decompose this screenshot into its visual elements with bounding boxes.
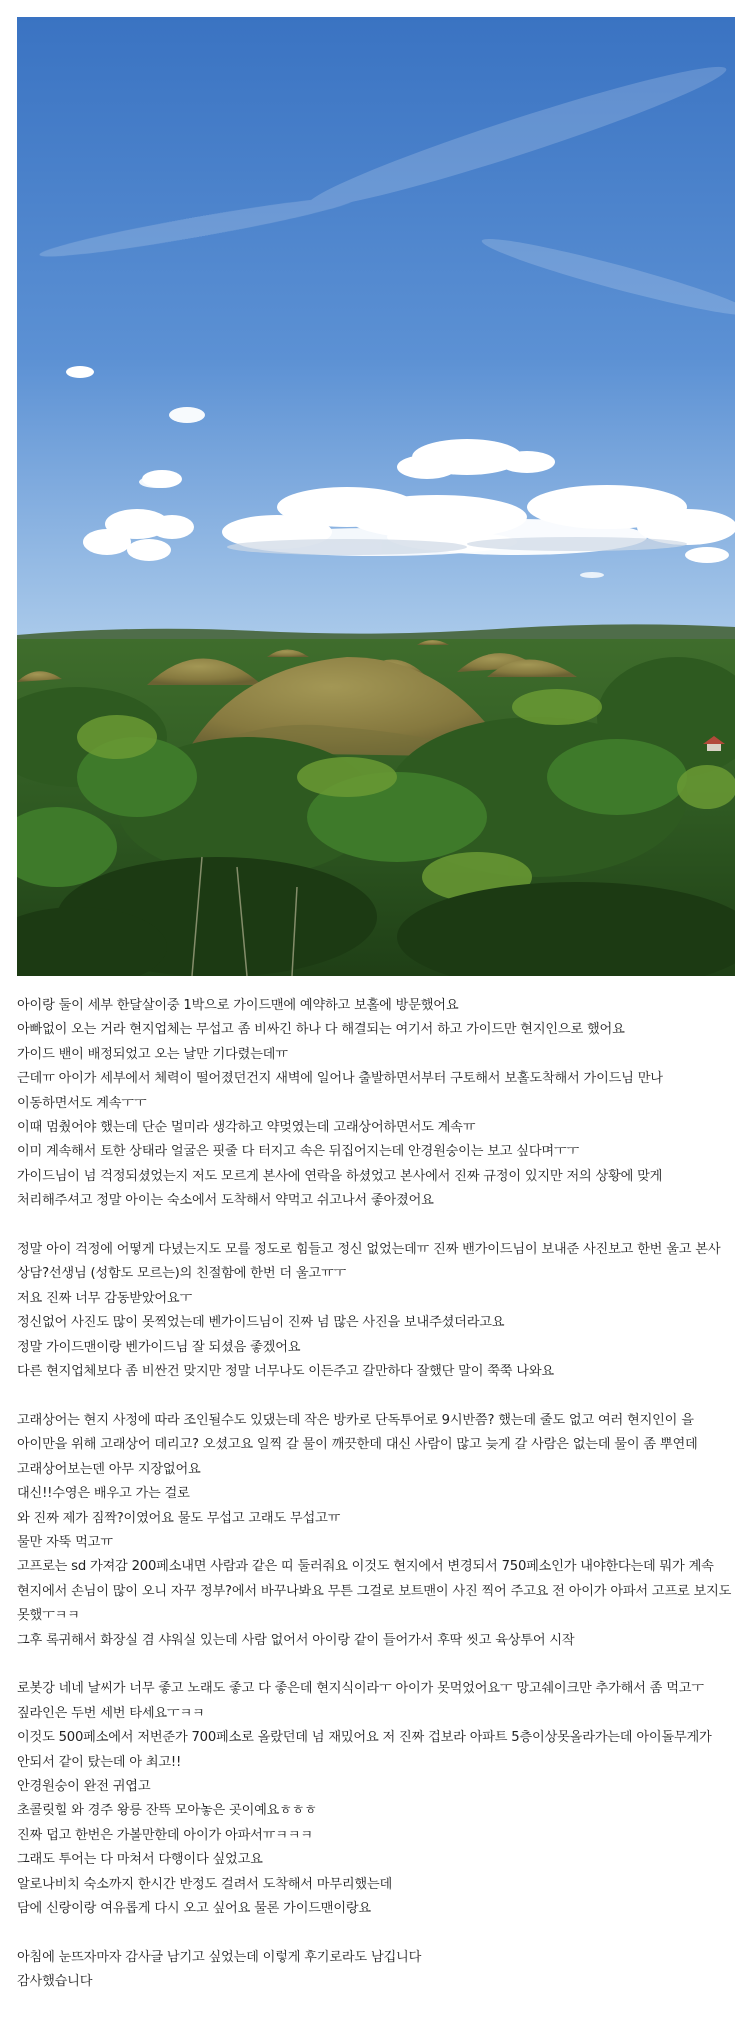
text-line: 알로나비치 숙소까지 한시간 반정도 걸려서 도착해서 마무리했는데 [17,1876,393,1892]
paragraph-3 [17,1409,739,1653]
text-line: 정말 가이드맨이랑 벤가이드님 잘 되셨음 좋겠어요 [17,1339,301,1355]
text-line: 아빠없이 오는 거라 현지업체는 무섭고 좀 비싸긴 하나 다 해결되는 여기서 하고 가이드만 현지인으로 했어요 [17,1022,625,1038]
text-line: 로봇강 네네 날씨가 너무 좋고 노래도 좋고 다 좋은데 현지식이라ㅜ 아이가 못먹었어요ㅜ 망고쉐이크만 추가해서 좀 먹고ㅜ [17,1681,704,1697]
text-line: 다른 현지업체보다 좀 비싼건 맞지만 정말 너무나도 이든주고 갈만하다 잘했단 말이 쭉쭉 나와요 [17,1364,554,1380]
text-line: 가이드 밴이 배정되었고 오는 날만 기다렸는데ㅠ [17,1046,288,1062]
text-line: 고래상어는 현지 사정에 따라 조인될수도 있댔는데 작은 방카로 단독투어로 9시반쯤? 했는데 줄도 없고 여러 현지인이 을 아이만을 위해 고래상어 데리고? 오셨고요 일찍 갈 물이 깨끗한데 대신 사람이 많고 늦게 갈 사람은 없는데 물이 좀 뿌연데 고래상어보는덴 아무 지장없어요 [17,1412,698,1477]
paragraph-1 [17,994,739,1214]
text-line: 와 진짜 제가 짐짝?이였어요 물도 무섭고 고래도 무섭고ㅠ [17,1510,341,1526]
text-line: 가이드님이 넘 걱정되셨었는지 저도 모르게 본사에 연락을 하셨었고 본사에서 진짜 규정이 있지만 저의 상황에 맞게 처리해주셔고 정말 아이는 숙소에서 도착해서 약먹고 쉬고나서 좋아졌어요 [17,1168,663,1209]
text-line: 근데ㅠ 아이가 세부에서 체력이 떨어졌던건지 새벽에 일어나 출발하면서부터 구토해서 보홀도착해서 가이드님 만나 이동하면서도 계속ㅜㅜ [17,1071,663,1111]
text-line: 정신없어 사진도 많이 못찍었는데 벤가이드님이 진짜 넘 많은 사진을 보내주셨더라고요 [17,1315,505,1331]
text-line: 그후 록귀해서 화장실 겸 샤워실 있는데 사람 없어서 아이랑 같이 들어가서 후딱 씻고 육상투어 시작 [17,1632,575,1648]
text-line: 고프로는 sd 가져감 200페소내면 사람과 같은 띠 둘러줘요 이것도 현지에서 변경되서 750페소인가 내야한다는데 뭐가 계속 현지에서 손님이 많이 오니 자꾸 정부?에서 바꾸나봐요 무튼 그걸로 보트맨이 사진 찍어 주고요 전 아이가 아파서 고프로 보지도 못했ㅜㅋㅋ [17,1559,732,1624]
text-line: 물만 자뚝 먹고ㅠ [17,1534,113,1550]
text-line: 이미 계속해서 토한 상태라 얼굴은 핏줄 다 터지고 속은 뒤집어지는데 안경원숭이는 보고 싶다며ㅜㅜ [17,1144,580,1160]
paragraph-4 [17,1677,739,1921]
text-line: 이것도 500페소에서 저번준가 700페소로 올랐던데 넘 재밌어요 저 진짜 겁보라 아파트 5층이상못올라가는데 아이돌무게가 안되서 같이 탔는데 아 최고!! [17,1730,712,1770]
text-line: 감사했습니다 [17,1974,93,1990]
text-line: 진짜 덥고 한번은 가볼만한데 아이가 아파서ㅠㅋㅋㅋ [17,1827,313,1843]
text-line: 이때 멈췄어야 했는데 단순 멀미라 생각하고 약멎였는데 고래상어하면서도 계속ㅠ [17,1120,476,1136]
text-line: 정말 아이 걱정에 어떻게 다녔는지도 모를 정도로 힘들고 정신 없었는데ㅠ 진짜 밴가이드님이 보내준 사진보고 한번 울고 본사 상담?선생님 (성함도 모르는)의 친절함에 한번 더 울고ㅠㅜ [17,1242,721,1282]
text-line: 대신!!수영은 배우고 가는 걸로 [17,1486,190,1502]
chocolate-hills-photo [17,17,735,976]
text-line: 그래도 투어는 다 마쳐서 다행이다 싶었고요 [17,1852,263,1868]
text-line: 안경원숭이 완전 귀엽고 [17,1778,151,1794]
text-line: 저요 진짜 너무 감동받았어요ㅜ [17,1290,192,1306]
paragraph-2 [17,1238,739,1384]
review-text [17,994,739,2019]
text-line: 아침에 눈뜨자마자 감사글 남기고 싶었는데 이렇게 후기로라도 남깁니다 [17,1949,422,1965]
text-line: 초콜릿힐 와 경주 왕릉 잔뜩 모아놓은 곳이예요ㅎㅎㅎ [17,1803,317,1819]
paragraph-5 [17,1946,739,1995]
text-line: 담에 신랑이랑 여유롭게 다시 오고 싶어요 물론 가이드맨이랑요 [17,1900,371,1916]
text-line: 짚라인은 두번 세번 타세요ㅜㅋㅋ [17,1705,205,1721]
text-line: 아이랑 둘이 세부 한달살이중 1박으로 가이드맨에 예약하고 보홀에 방문했어요 [17,998,459,1013]
